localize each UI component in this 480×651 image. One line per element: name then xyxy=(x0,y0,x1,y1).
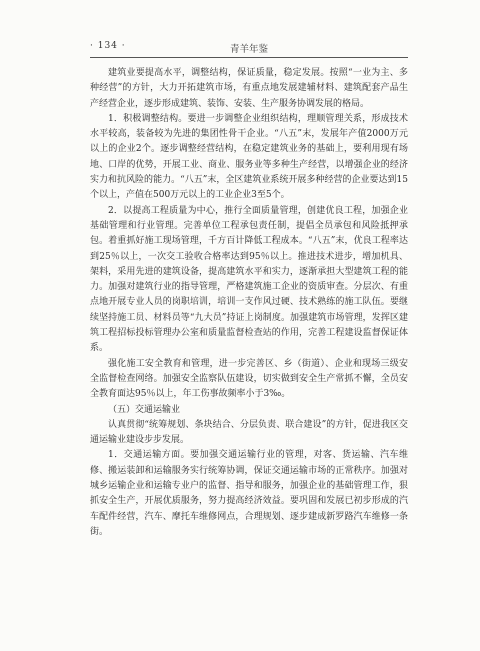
paragraph: 2．以提高工程质量为中心，推行全面质量管理，创建优良工程，加强企业基础管理和行业管理。完善单位工程承包责任制，提倡全员承包和风险抵押承包。着重抓好施工现场管理，千方百计降低工程成本。“八五”末，优良工程率达到25％以上，一次交工验收合格率达到95％以上。推进技术进步，增加机具、架料，采用先进的建筑设备，提高建筑水平和实力，逐渐承担大型建筑工程的能力。加强对建筑行业的指导管理，严格建筑施工企业的资质审查。分层次、有重点地开展专业人员的岗职培训，培训一支作风过硬、技术熟练的施工队伍。要继续坚持施工员、材料员等“九大员”持证上岗制度。加强建筑市场管理，发挥区建筑工程招标投标管理办公室和质量监督检查站的作用，完善工程建设监督保证体系。 xyxy=(90,205,408,354)
paragraph: 建筑业要提高水平，调整结构，保证质量，稳定发展。按照“一业为主、多种经营”的方针，大力开拓建筑市场，有重点地发展建辅材料、建筑配套产品生产经营企业，逐步形成建筑、装饰、安装、生产服务协调发展的格局。 xyxy=(90,68,408,109)
paragraph: 1．交通运输方面。要加强交通运输行业的管理，对客、货运输、汽车维修、搬运装卸和运输服务实行统筹协调，保证交通运输市场的正常秩序。加强对城乡运输企业和运输专业户的监督、指导和服务，加强企业的基础管理工作，狠抓安全生产，开展优质服务，努力提高经济效益。要巩固和发展已初步形成的汽车配件经营，汽车、摩托车维修网点，合理规划、逐步建成新罗路汽车维修一条街。 xyxy=(90,450,408,537)
page-header xyxy=(90,41,408,57)
header-rule xyxy=(90,57,408,58)
page-number: · 134 · xyxy=(90,41,126,51)
paragraph: 强化施工安全教育和管理，进一步完善区、乡（街道）、企业和现场三级安全监督检查网络。加强安全监察队伍建设，切实做到安全生产常抓不懈，全员安全教育面达95％以上，年工伤事故频率小于3‰。 xyxy=(90,358,408,400)
paragraph: 认真贯彻“统筹规划、条块结合、分层负责、联合建设”的方针，促进我区交通运输业建设步步发展。 xyxy=(90,419,408,446)
section-heading: （五）交通运输业 xyxy=(108,404,181,415)
paragraph: 1．积极调整结构。要进一步调整企业组织结构，理顺管理关系，形成技术水平较高，装备较为先进的集团性骨干企业。“八五”末，发展年产值2000万元以上的企业2个。逐步调整经营结构，在稳定建筑业务的基础上，要利用现有场地、口岸的优势，开展工业、商业、服务业等多种生产经营，以增强企业的经济实力和抗风险的能力。“八五”末，全区建筑业系统开展多种经营的企业要达到15个以上，产值在500万元以上的工业企业3至5个。 xyxy=(90,113,408,201)
running-title: 青羊年鉴 xyxy=(229,44,268,55)
body-text xyxy=(90,66,408,540)
